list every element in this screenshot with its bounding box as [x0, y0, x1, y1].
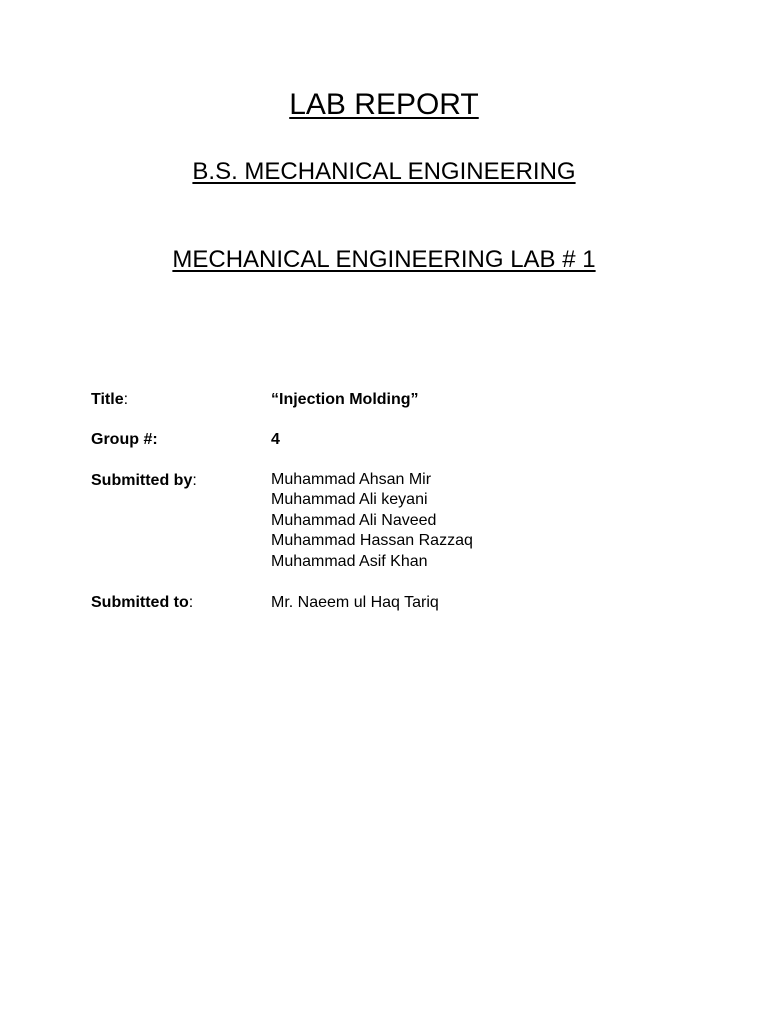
- submitted-by-label-colon: :: [192, 472, 197, 489]
- list-item: Muhammad Ali keyani: [271, 491, 428, 509]
- report-title: LAB REPORT: [289, 88, 479, 121]
- title-label: [91, 391, 128, 409]
- submitted-by-names: [271, 470, 473, 572]
- submitted-by-label: [91, 472, 197, 490]
- list-item: Muhammad Ahsan Mir: [271, 471, 432, 488]
- program-heading: B.S. MECHANICAL ENGINEERING: [192, 158, 576, 185]
- title-label-colon: :: [123, 391, 129, 408]
- group-label: [91, 431, 158, 449]
- submitted-to-label: [91, 594, 193, 612]
- title-value: “Injection Molding”: [271, 391, 419, 408]
- group-value: 4: [271, 431, 280, 448]
- lab-heading: MECHANICAL ENGINEERING LAB # 1: [172, 246, 596, 273]
- submitted-by-label-text: Submitted by: [91, 472, 193, 489]
- list-item: Muhammad Asif Khan: [271, 552, 428, 570]
- submitted-to-value: Mr. Naeem ul Haq Tariq: [271, 594, 439, 611]
- title-label-text: Title: [91, 391, 124, 408]
- submitted-to-label-colon: :: [188, 594, 194, 611]
- list-item: Muhammad Hassan Razzaq: [271, 532, 473, 550]
- group-label-text: Group #:: [91, 431, 158, 448]
- list-item: Muhammad Ali Naveed: [271, 511, 437, 529]
- submitted-to-label-text: Submitted to: [91, 594, 189, 611]
